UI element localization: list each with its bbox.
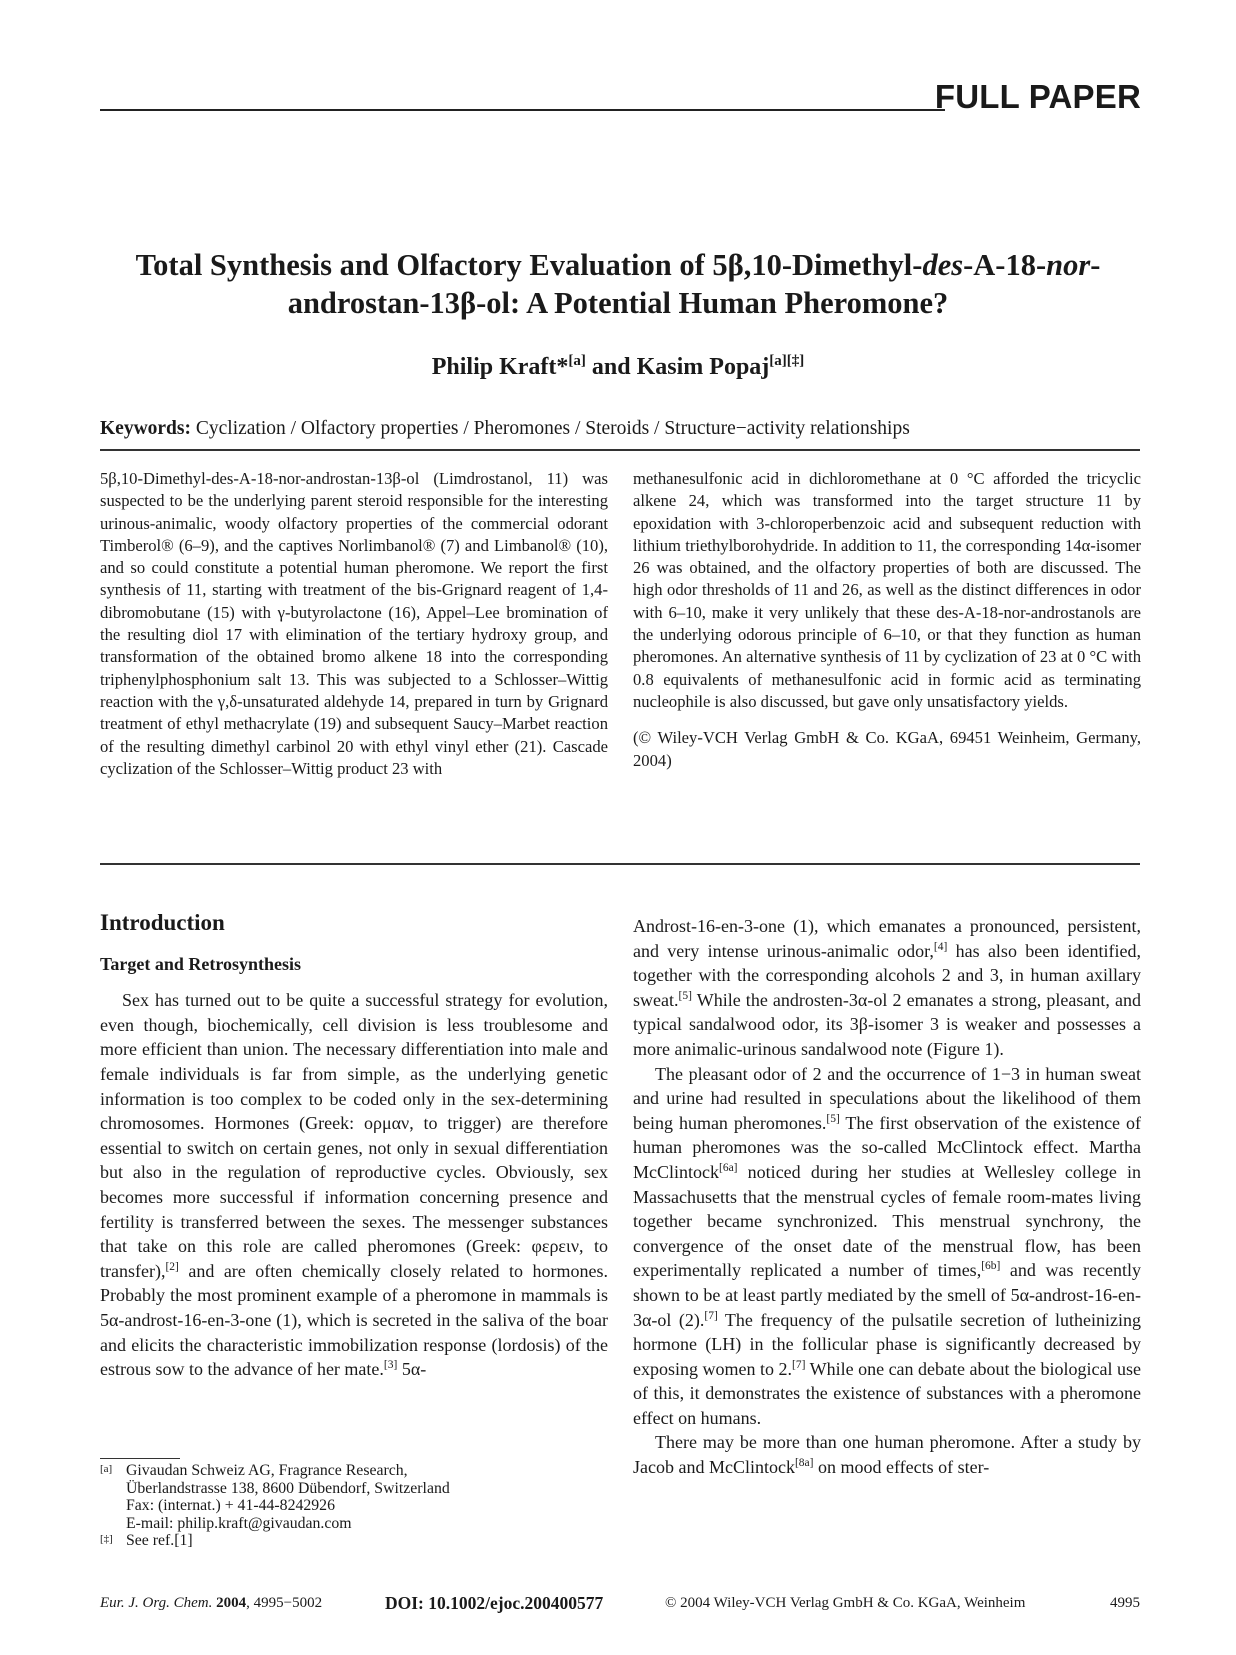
keywords-text: Cyclization / Olfactory properties / Pheromones / Steroids / Structure−activity relationships — [195, 418, 910, 439]
footnote-line: See ref.[1] — [126, 1532, 193, 1549]
abstract-top-rule — [100, 449, 1140, 451]
abstract-bottom-rule — [100, 863, 1140, 865]
abstract-copyright: (© Wiley-VCH Verlag GmbH & Co. KGaA, 69451 Weinheim, Germany, 2004) — [633, 728, 1141, 770]
doi-link[interactable]: DOI: 10.1002/ejoc.200400577 — [385, 1593, 604, 1613]
author-2-affiliation: [a][‡] — [769, 353, 805, 369]
paper-title: Total Synthesis and Olfactory Evaluation of 5β,10-Dimethyl-des-A-18-nor-androstan-13β-ol: A Potential Human Pheromone? — [135, 248, 1101, 320]
footnote-mark: [a] — [100, 1463, 113, 1475]
keywords-label: Keywords: — [100, 418, 191, 439]
author-1-affiliation: [a] — [568, 353, 586, 369]
section-heading-introduction: Introduction — [100, 910, 225, 935]
journal-year: 2004 — [216, 1595, 247, 1611]
page-number: 4995 — [1110, 1595, 1140, 1611]
journal-pages: , 4995−5002 — [246, 1595, 323, 1611]
body-right-column — [633, 914, 1141, 1480]
abstract-left-column — [100, 468, 608, 780]
footnote-email[interactable]: E-mail: philip.kraft@givaudan.com — [126, 1514, 352, 1532]
subsection-heading: Target and Retrosynthesis — [100, 953, 302, 974]
footnote-affiliation — [100, 1462, 608, 1532]
body-paragraph: Androst-16-en-3-one (1), which emanates a pronounced, persistent, and very intense urinous-animalic odor,[4] has also been identified, together with the corresponding alcohols 2 and 3, in human axillary sweat.[5] While the androsten-3α-ol 2 emanates a strong, pleasant, and typical sandalwood odor, its 3β-isomer 3 is weaker and possesses a more animalic-urinous sandalwood note (Figure 1). — [633, 916, 1141, 1059]
keywords — [100, 418, 1140, 440]
author-2: Kasim Popaj — [636, 354, 770, 380]
footnote-mark: [‡] — [100, 1533, 113, 1545]
footnote-line: Überlandstrasse 138, 8600 Dübendorf, Switzerland — [126, 1479, 450, 1497]
abstract-text-right: methanesulfonic acid in dichloromethane at 0 °C afforded the tricyclic alkene 24, which was transformed into the target structure 11 by epoxidation with 3-chloroperbenzoic acid and subsequent reduction with lithium triethylborohydride. In addition to 11, the corresponding 14α-isomer 26 was obtained, and the olfactory properties of both are discussed. The high odor thresholds of 11 and 26, as well as the distinct differences in odor with 6–10, make it very unlikely that these des-A-18-nor-androstanols are the underlying odorous principle of 6–10, or that they function as human pheromones. An alternative synthesis of 11 by cyclization of 23 at 0 °C with 0.8 equivalents of methanesulfonic acid in formic acid as terminating nucleophile is also discussed, but gave only unsatisfactory yields. — [633, 469, 1141, 711]
body-paragraph: The pleasant odor of 2 and the occurrence of 1−3 in human sweat and urine had resulted in speculations about the likelihood of them being human pheromones.[5] The first observation of the existence of human pheromones was the so-called McClintock effect. Martha McClintock[6a] noticed during her studies at Wellesley college in Massachusetts that the menstrual cycles of female room-mates living together became synchronized. This menstrual synchrony, the convergence of the onset date of the menstrual flow, has been experimentally replicated a number of times,[6b] and was recently shown to be at least partly mediated by the smell of 5α-androst-16-en-3α-ol (2).[7] The frequency of the pulsatile secretion of lutheinizing hormone (LH) in the follicular phase is significantly decreased by exposing women to 2.[7] While one can debate about the biological use of this, it demonstrates the existence of substances with a pheromone effect on humans. — [633, 1063, 1141, 1428]
footnote-reference — [100, 1532, 608, 1550]
footnote-line: Fax: (internat.) + 41-44-8242926 — [126, 1497, 335, 1514]
abstract-text-left: 5β,10-Dimethyl-des-A-18-nor-androstan-13β-ol (Limdrostanol, 11) was suspected to be the underlying parent steroid responsible for the interesting urinous-animalic, woody olfactory properties of the commercial odorant Timberol® (6–9), and the captives Norlimbanol® (7) and Limbanol® (10), and so could constitute a potential human pheromone. We report the first synthesis of 11, starting with treatment of the bis-Grignard reagent of 1,4-dibromobutane (15) with γ-butyrolactone (16), Appel–Lee bromination of the resulting diol 17 with elimination of the tertiary hydroxy group, and transformation of the obtained bromo alkene 18 into the corresponding triphenylphosphonium salt 13. This was subjected to a Schlosser–Wittig reaction with the γ,δ-unsaturated aldehyde 14, prepared in turn by Grignard treatment of ethyl methacrylate (19) and subsequent Saucy–Marbet reaction of the resulting dimethyl carbinol 20 with ethyl vinyl ether (21). Cascade cyclization of the Schlosser–Wittig product 23 with — [100, 469, 608, 778]
section-label: FULL PAPER — [934, 78, 1141, 115]
author-1: Philip Kraft* — [431, 354, 569, 380]
journal-citation — [100, 1595, 322, 1612]
body-paragraph: There may be more than one human pheromone. After a study by Jacob and McClintock[8a] on mood effects of ster- — [633, 1432, 1141, 1478]
footnotes — [100, 1462, 608, 1550]
page-footer — [100, 1593, 1140, 1617]
footer-copyright: © 2004 Wiley-VCH Verlag GmbH & Co. KGaA, Weinheim — [665, 1595, 1026, 1611]
journal-name: Eur. J. Org. Chem. — [100, 1595, 213, 1611]
footnote-rule — [100, 1458, 180, 1459]
header-rule — [100, 109, 945, 111]
body-left-column — [100, 911, 608, 1382]
abstract-right-column — [633, 468, 1141, 772]
body-paragraph: Sex has turned out to be quite a successful strategy for evolution, even though, biochemically, cell division is less troublesome and more efficient than union. The necessary differentiation into male and female individuals is far from simple, as the underlying genetic information is too complex to be coded only in the sex-determining chromosomes. Hormones (Greek: ορμαν, to trigger) are therefore essential to switch on certain genes, not only in sexual differentiation but also in the regulation of reproductive cycles. Obviously, sex becomes more successful if information concerning presence and fertility is transferred between the sexes. The messenger substances that take on this role are called pheromones (Greek: φερειν, to transfer),[2] and are often chemically closely related to hormones. Probably the most prominent example of a pheromone in mammals is 5α-androst-16-en-3-one (1), which is secreted in the saliva of the boar and elicits the characteristic immobilization response (lordosis) of the estrous sow to the advance of her mate.[3] 5α- — [100, 990, 608, 1380]
author-connector: and — [591, 354, 631, 380]
footnote-line: Givaudan Schweiz AG, Fragrance Research, — [126, 1462, 408, 1479]
author-line — [100, 353, 1136, 381]
